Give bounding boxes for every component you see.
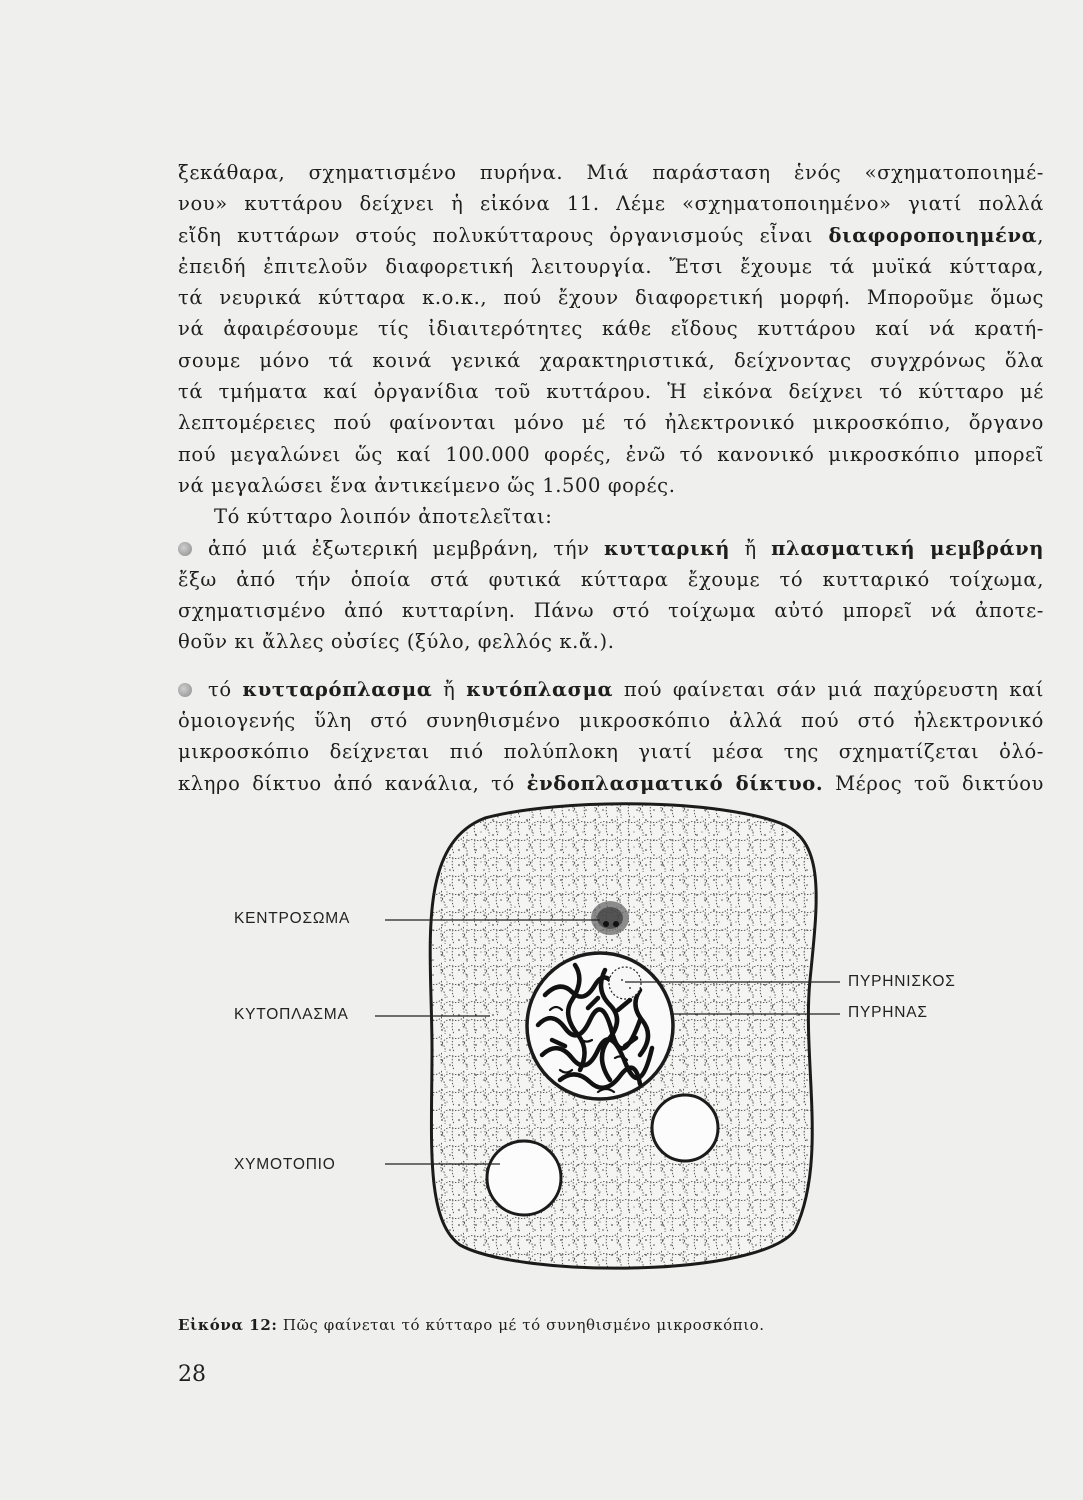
cell-illustration <box>200 800 1000 1280</box>
nucleolus <box>609 967 641 999</box>
bold-term: πλασματική μεμβράνη <box>771 536 1044 560</box>
figure-caption <box>178 1316 765 1334</box>
text-line: κληρο δίκτυο ἀπό κανάλια, τό ἐνδοπλασματικό δίκτυο. Μέρος τοῦ δικτύου <box>178 771 1044 795</box>
centrosome <box>591 901 629 935</box>
cell-diagram <box>200 800 1000 1280</box>
text-line: Τό κύτταρο λοιπόν ἀποτελεῖται: <box>214 505 553 529</box>
text-line: νά μεγαλώσει ἕνα ἀντικείμενο ὥς 1.500 φορές. <box>178 473 676 497</box>
bold-term: διαφοροποιημένα <box>828 223 1038 247</box>
text-line: ἔξω ἀπό τήν ὁποία στά φυτικά κύτταρα ἔχουμε τό κυτταρικό τοίχωμα, <box>178 567 1044 591</box>
text-line: τά τμήματα καί ὀργανίδια τοῦ κυττάρου. Ἡ εἰκόνα δείχνει τό κύτταρο μέ <box>178 380 1044 404</box>
text-line: σουμε μόνο τά κοινά γενικά χαρακτηριστικά, δείχνοντας συγχρόνως ὅλα <box>178 348 1044 372</box>
caption-label: Εἰκόνα 12: <box>178 1316 278 1334</box>
text-line: σχηματισμένο ἀπό κυτταρίνη. Πάνω στό τοίχωμα αὐτό μπορεῖ νά ἀποτε- <box>178 599 1044 623</box>
text-line: νου» κυττάρου δείχνει ἡ εἰκόνα 11. Λέμε «σχηματοποιημένο» γιατί πολλά <box>178 192 1044 216</box>
label-cytoplasm: ΚΥΤΟΠΛΑΣΜΑ <box>234 1006 349 1023</box>
bullet-item: ἀπό μιά ἐξωτερική μεμβράνη, τήν κυτταρική ἤ πλασματική μεμβράνη <box>178 533 1044 564</box>
text-line: θοῦν κι ἄλλες οὐσίες (ξύλο, φελλός κ.ἄ.). <box>178 630 615 654</box>
page-number: 28 <box>178 1362 206 1387</box>
label-nucleolus: ΠΥΡΗΝΙΣΚΟΣ <box>848 973 956 990</box>
bold-term: κυτταρόπλασμα <box>242 677 433 701</box>
text-line: τά νευρικά κύτταρα κ.ο.κ., πού ἔχουν διαφορετική μορφή. Μποροῦμε ὅμως <box>178 286 1044 310</box>
text-line: νά ἀφαιρέσουμε τίς ἰδιαιτερότητες κάθε εἴδους κυττάρου καί νά κρατή- <box>178 317 1044 341</box>
text-line: πού μεγαλώνει ὥς καί 100.000 φορές, ἐνῶ τό κανονικό μικροσκόπιο μπορεῖ <box>178 442 1044 466</box>
nucleus <box>527 953 673 1099</box>
caption-text: Πῶς φαίνεται τό κύτταρο μέ τό συνηθισμένο μικροσκόπιο. <box>277 1316 765 1334</box>
bullet-dot-icon <box>178 683 192 697</box>
label-nucleus: ΠΥΡΗΝΑΣ <box>848 1004 928 1021</box>
bold-term: ἐνδοπλασματικό δίκτυο. <box>526 771 824 795</box>
bullet-dot-icon <box>178 542 192 556</box>
bullet-item: τό κυτταρόπλασμα ἤ κυτόπλασμα πού φαίνεται σάν μιά παχύρευστη καί <box>178 674 1044 705</box>
text-line: μικροσκόπιο δείχνεται πιό πολύπλοκη γιατί μέσα της σχηματίζεται ὁλό- <box>178 740 1044 764</box>
bold-term: κυτταρική <box>604 536 730 560</box>
text-line: εἴδη κυττάρων στούς πολυκύτταρους ὀργανισμούς εἶναι διαφοροποιημένα, <box>178 223 1044 247</box>
text-line: λεπτομέρειες πού φαίνονται μόνο μέ τό ἠλεκτρονικό μικροσκόπιο, ὄργανο <box>178 411 1044 435</box>
label-vacuole: ΧΥΜΟΤΟΠΙΟ <box>234 1156 336 1173</box>
body-text <box>178 157 1044 799</box>
text-line: ἐπειδή ἐπιτελοῦν διαφορετική λειτουργία. Ἔτσι ἔχουμε τά μυϊκά κύτταρα, <box>178 254 1044 278</box>
bold-term: κυτόπλασμα <box>466 677 614 701</box>
label-centrosome: ΚΕΝΤΡΟΣΩΜΑ <box>234 910 351 927</box>
text-line: ξεκάθαρα, σχηματισμένο πυρήνα. Μιά παράσταση ἑνός «σχηματοποιημέ- <box>178 161 1044 184</box>
spacer <box>178 658 1044 674</box>
text-line: ὁμοιογενής ὕλη στό συνηθισμένο μικροσκόπιο ἀλλά πού στό ἠλεκτρονικό <box>178 709 1044 733</box>
